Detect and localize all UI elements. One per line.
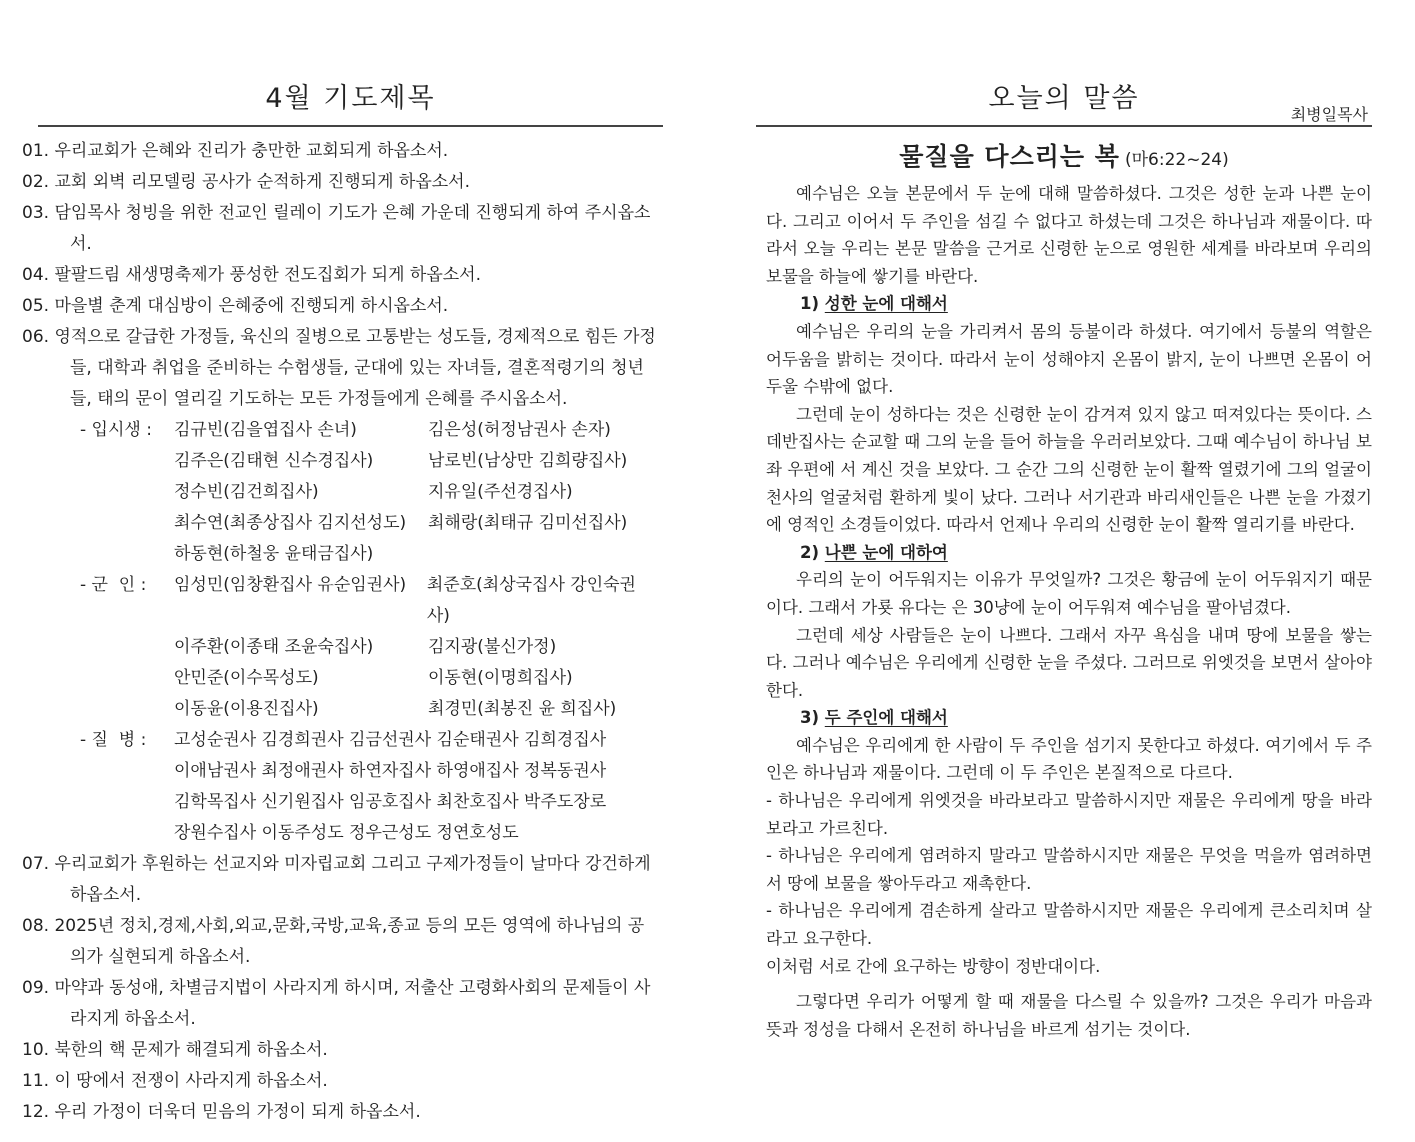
name-row: 김주은(김태현 신수경집사) 남로빈(남상만 김희량집사) bbox=[174, 451, 628, 471]
prayer-item: 09. 마약과 동성애, 차별금지법이 사라지게 하시며, 저출산 고령화사회의 문제들이 사라지게 하옵소서. bbox=[22, 978, 651, 1029]
name-row: 최수연(최종상집사 김지선성도) 최해랑(최태규 김미선집사) bbox=[174, 513, 628, 533]
sick-group bbox=[46, 725, 658, 849]
sermon-body bbox=[766, 180, 1372, 1043]
name-row: 이애남권사 최정애권사 하연자집사 하영애집사 정복동권사 bbox=[174, 761, 607, 781]
title-divider bbox=[756, 125, 1372, 127]
prayer-item: 01. 우리교회가 은혜와 진리가 충만한 교회되게 하옵소서. bbox=[22, 141, 449, 161]
soldiers-group bbox=[46, 570, 658, 725]
sermon-column-title: 오늘의 말씀 bbox=[988, 83, 1140, 114]
name-row: 고성순권사 김경희권사 김금선권사 김순태권사 김희경집사 bbox=[174, 730, 607, 750]
conclusion-paragraph: 그렇다면 우리가 어떻게 할 때 재물을 다스릴 수 있을까? 그것은 우리가 마음과 뜻과 정성을 다해서 온전히 하나님을 바르게 섬기는 것이다. bbox=[766, 992, 1372, 1039]
name-row: 이주환(이종태 조윤숙집사) 김지광(불신가정) bbox=[174, 637, 557, 657]
prayer-list bbox=[22, 136, 658, 1128]
scripture-reference: (마6:22~24) bbox=[1124, 150, 1229, 170]
prayer-item: 05. 마을별 춘계 대심방이 은혜중에 진행되게 하시옵소서. bbox=[22, 296, 449, 316]
soldiers-label: - 군 인 : bbox=[80, 575, 147, 595]
sermon-title: 물질을 다스리는 복 bbox=[899, 142, 1120, 171]
name-row: 정수빈(김건희집사) 지유일(주선경집사) bbox=[174, 482, 573, 502]
name-row: 하동현(하철웅 윤태금집사) bbox=[174, 544, 374, 564]
paragraph: 예수님은 우리에게 한 사람이 두 주인을 섬기지 못한다고 하셨다. 여기에서 두 주인은 하나님과 재물이다. 그런데 이 두 주인은 본질적으로 다르다. bbox=[766, 735, 1372, 783]
name-row: 임성민(임창환집사 유순임권사) 최준호(최상국집사 강인숙권사) bbox=[174, 575, 636, 626]
prayer-topics-title: 4월 기도제목 bbox=[265, 83, 436, 114]
bullet-line: - 하나님은 우리에게 염려하지 말라고 말씀하시지만 재물은 무엇을 먹을까 염려하면서 땅에 보물을 쌓아두라고 재촉한다. bbox=[766, 846, 1372, 893]
bullet-line: - 하나님은 우리에게 위엣것을 바라보라고 말씀하시지만 재물은 우리에게 땅을 바라보라고 가르친다. bbox=[766, 791, 1372, 838]
name-row: 이동윤(이용진집사) 최경민(최봉진 윤 희집사) bbox=[174, 699, 617, 719]
name-row: 안민준(이수목성도) 이동현(이명희집사) bbox=[174, 668, 573, 688]
prayer-item: 04. 팔팔드림 새생명축제가 풍성한 전도집회가 되게 하옵소서. bbox=[22, 265, 482, 285]
prayer-item: 07. 우리교회가 후원하는 선교지와 미자립교회 그리고 구제가정들이 날마다 강건하게 하옵소서. bbox=[22, 854, 651, 905]
students-group bbox=[46, 415, 658, 570]
prayer-item: 06. 영적으로 갈급한 가정들, 육신의 질병으로 고통받는 성도들, 경제적으로 힘든 가정들, 대학과 취업을 준비하는 수험생들, 군대에 있는 자녀들, 결혼적령기의 청년들, 태의 문이 열리길 기도하는 모든 가정들에게 은혜를 주시옵소서. bbox=[22, 327, 656, 409]
prayer-item: 11. 이 땅에서 전쟁이 사라지게 하옵소서. bbox=[22, 1071, 328, 1091]
sermon-heading bbox=[756, 137, 1372, 173]
intro-paragraph: 예수님은 오늘 본문에서 두 눈에 대해 말씀하셨다. 그것은 성한 눈과 나쁜 눈이다. 그리고 이어서 두 주인을 섬길 수 없다고 하셨는데 그것은 하나님과 재물이다. 따라서 오늘 우리는 본문 말씀을 근거로 신령한 눈으로 영원한 세계를 바라보며 우리의 보물을 하늘에 쌓기를 바란다. bbox=[766, 184, 1372, 286]
section-heading: 3) 두 주인에 대해서 bbox=[800, 708, 948, 728]
prayer-item: 02. 교회 외벽 리모델링 공사가 순적하게 진행되게 하옵소서. bbox=[22, 172, 470, 192]
section-heading: 1) 성한 눈에 대해서 bbox=[800, 294, 948, 314]
section-heading: 2) 나쁜 눈에 대하여 bbox=[800, 542, 948, 562]
students-label: - 입시생 : bbox=[80, 420, 152, 440]
paragraph: 우리의 눈이 어두워지는 이유가 무엇일까? 그것은 황금에 눈이 어두워지기 때문이다. 그래서 가룟 유다는 은 30냥에 눈이 어두워져 예수님을 팔아넘겼다. bbox=[766, 570, 1372, 617]
prayer-item: 03. 담임목사 청빙을 위한 전교인 릴레이 기도가 은혜 가운데 진행되게 하여 주시옵소서. bbox=[22, 203, 651, 254]
name-row: 장원수집사 이동주성도 정우근성도 정연호성도 bbox=[174, 823, 519, 843]
prayer-item: 08. 2025년 정치,경제,사회,외교,문화,국방,교육,종교 등의 모든 영역에 하나님의 공의가 실현되게 하옵소서. bbox=[22, 916, 645, 967]
prayer-item: 12. 우리 가정이 더욱더 믿음의 가정이 되게 하옵소서. bbox=[22, 1102, 421, 1122]
title-divider bbox=[38, 125, 663, 127]
bullet-line: - 하나님은 우리에게 겸손하게 살라고 말씀하시지만 재물은 우리에게 큰소리치며 살라고 요구한다. bbox=[766, 901, 1372, 949]
sick-label: - 질 병 : bbox=[80, 730, 147, 750]
name-row: 김규빈(김을엽집사 손녀) 김은성(허정남권사 손자) bbox=[174, 420, 611, 440]
name-row: 김학목집사 신기원집사 임공호집사 최찬호집사 박주도장로 bbox=[174, 792, 607, 812]
prayer-item: 10. 북한의 핵 문제가 해결되게 하옵소서. bbox=[22, 1040, 328, 1060]
paragraph: 그런데 세상 사람들은 눈이 나쁘다. 그래서 자꾸 욕심을 내며 땅에 보물을 쌓는다. 그러나 예수님은 우리에게 신령한 눈을 주셨다. 그러므로 위엣것을 보면서 살아야 한다. bbox=[766, 625, 1372, 700]
author-name: 최병일목사 bbox=[1290, 105, 1368, 124]
paragraph: 그런데 눈이 성하다는 것은 신령한 눈이 감겨져 있지 않고 떠져있다는 뜻이다. 스데반집사는 순교할 때 그의 눈을 들어 하늘을 우러러보았다. 그때 예수님이 하나님 보좌 우편에 서 계신 것을 보았다. 그 순간 그의 신령한 눈이 활짝 열렸기에 그의 얼굴이 천사의 얼굴처럼 환하게 빛이 났다. 그러나 서기관과 바리새인들은 나쁜 눈을 가졌기에 영적인 소경들이었다. 따라서 언제나 우리의 신령한 눈이 활짝 열리기를 바란다. bbox=[766, 404, 1372, 535]
paragraph: 이처럼 서로 간에 요구하는 방향이 정반대이다. bbox=[766, 956, 1101, 976]
paragraph: 예수님은 우리의 눈을 가리켜서 몸의 등불이라 하셨다. 여기에서 등불의 역할은 어두움을 밝히는 것이다. 따라서 눈이 성해야지 온몸이 밝지, 눈이 나쁘면 온몸이 어두울 수밖에 없다. bbox=[766, 321, 1372, 397]
